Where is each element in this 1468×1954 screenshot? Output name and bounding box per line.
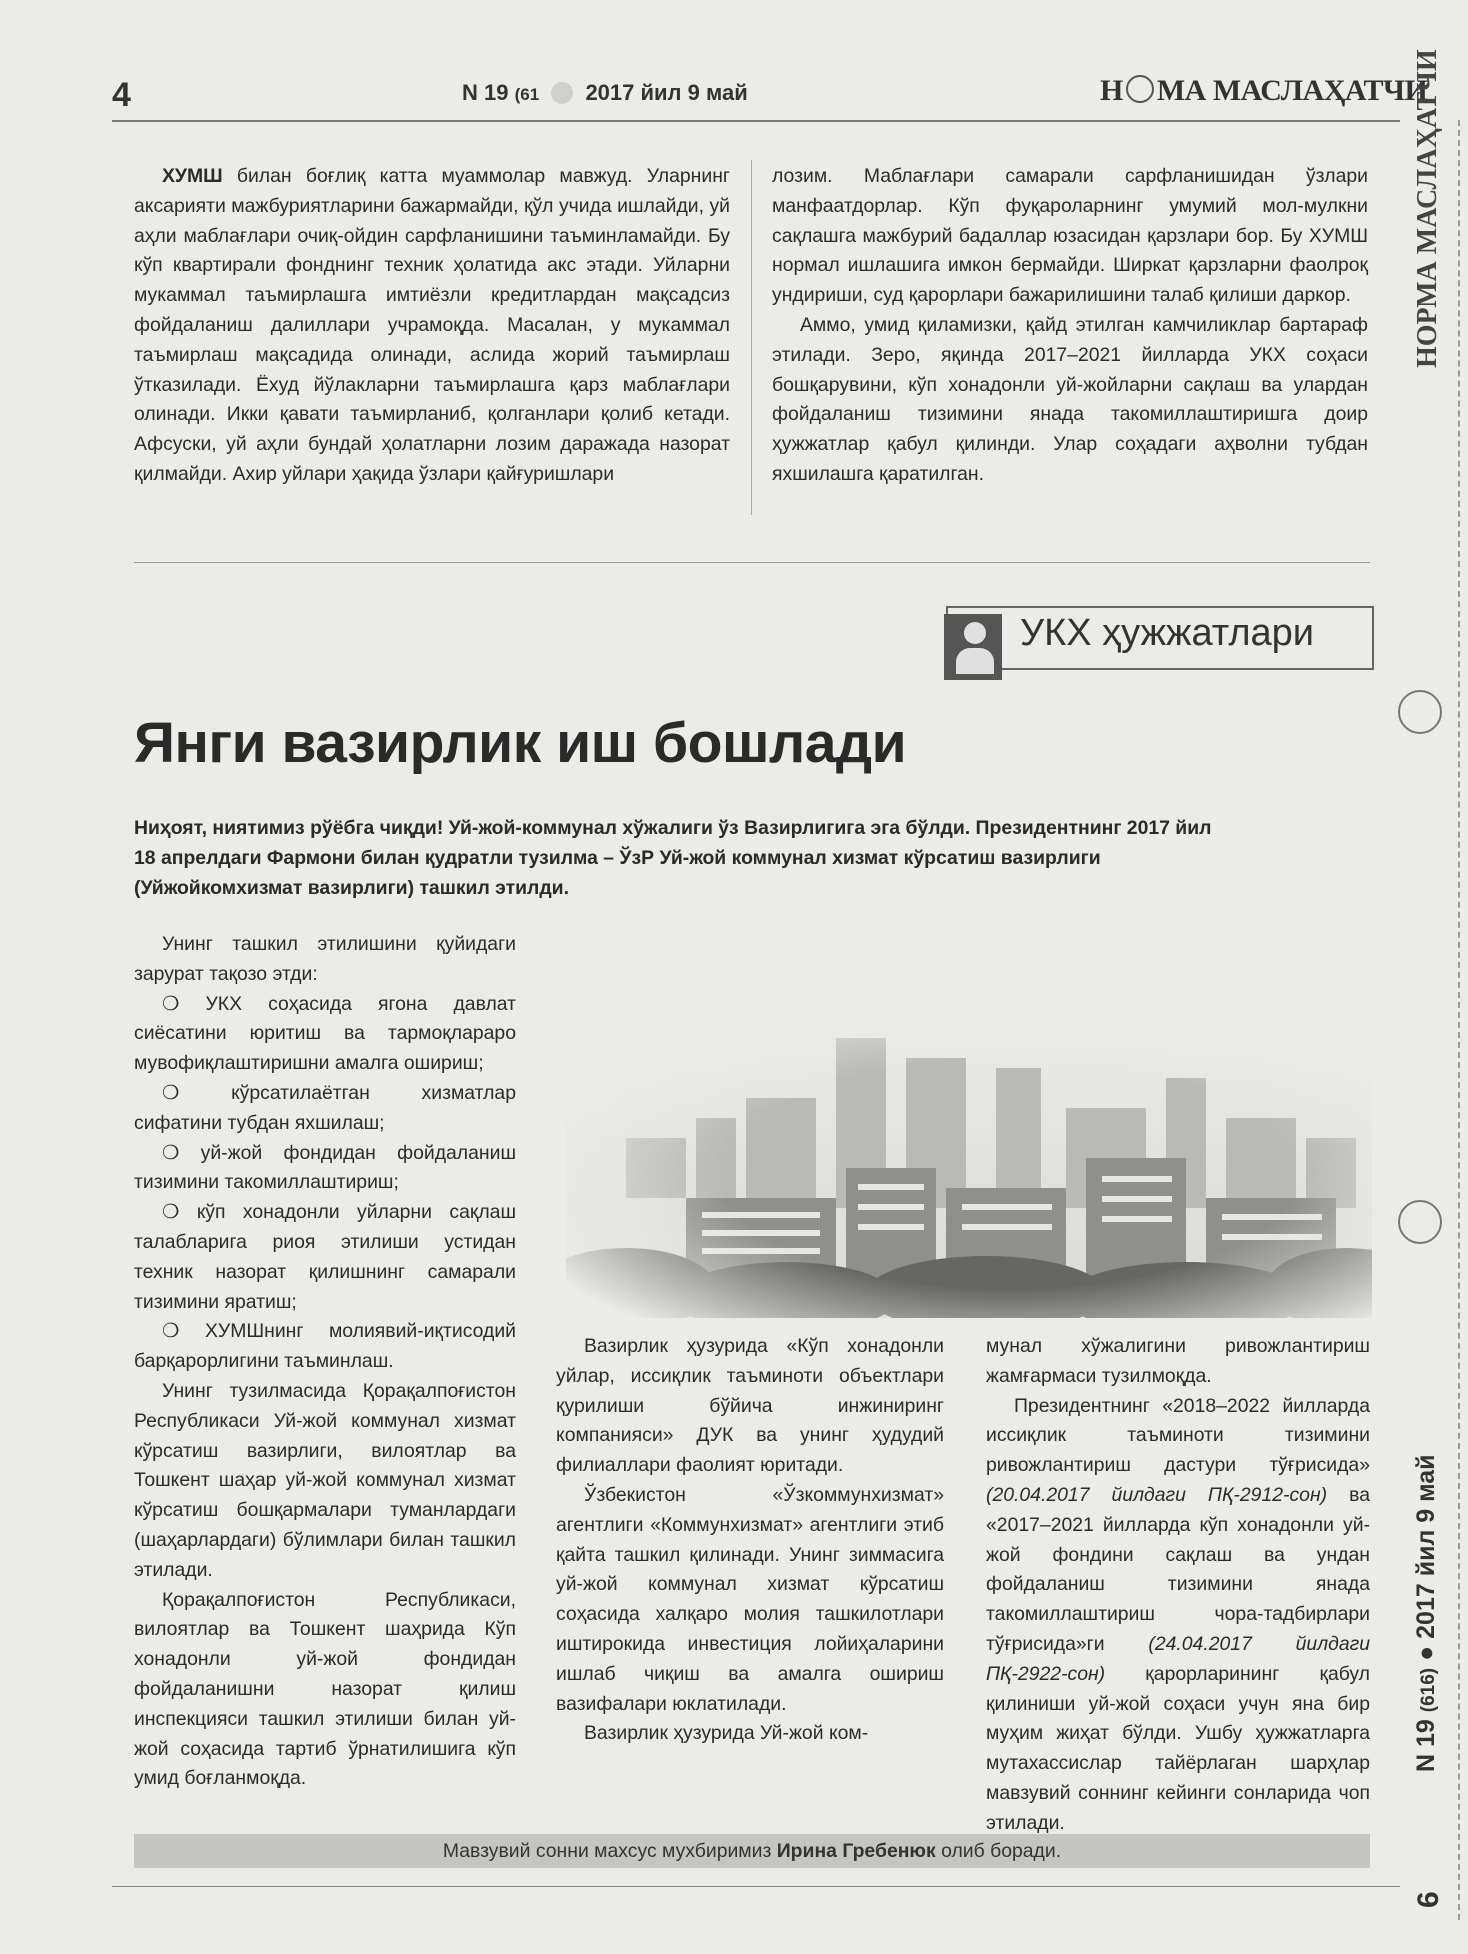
issue-number: N 19 (462, 80, 509, 105)
lead-word: ХУМШ (162, 165, 223, 187)
top-article-left-column (134, 162, 730, 490)
top-article-right-paragraph-1: лозим. Маблағлари самарали сарфланишидан ўзлари манфаатдорлар. Кўп фуқароларнинг умумий мол-мулкни сақлашга мажбурий бадаллар юзасидан қарзлари бор. Бу ХУМШ нормал ишлашига имкон бермайди. Ширкат қарзларни фаолроқ ундириши, суд қарорлари бажарилишини талаб қилиши даркор. (772, 165, 1368, 307)
article-lead: Ниҳоят, ниятимиз рўёбга чиқди! Уй-жой-коммунал хўжалиги ўз Вазирлигига эга бўлди. Президентнинг 2017 йил 18 апрелдаги Фармони билан қудратли тузилма – ЎзР Уй-жой коммунал хизмат кўрсатиш вазирлиги (Уйжойкомхизмат вазирлиги) ташкил этилди. (134, 817, 1212, 899)
list-item-text: уй-жой фондидан фойдаланиш тизимини такомиллаштириш; (134, 1141, 517, 1194)
list-item-text: кўрсатилаётган хизматлар сифатини тубдан яхшилаш; (134, 1081, 516, 1134)
col2-paragraph-3: Вазирлик ҳузурида Уй-жой ком- (584, 1722, 869, 1745)
list-item (134, 1079, 516, 1139)
side-issue-paren: (616) (1418, 1667, 1439, 1713)
city-photo-graphic (566, 998, 1372, 1318)
circle-bullet-icon: ❍ (162, 1320, 180, 1343)
city-photo (566, 998, 1372, 1318)
list-item (134, 1139, 516, 1199)
next-page-number: 6 (1412, 1891, 1445, 1908)
side-issue (1412, 1372, 1441, 1772)
masthead-post: МА МАСЛАҲАТЧИ (1156, 74, 1428, 107)
credit-bar (134, 1834, 1370, 1868)
issue-line (462, 80, 748, 106)
section-separator (134, 562, 1370, 563)
side-bullet: ● (1412, 1645, 1440, 1661)
circle-bullet-icon: ❍ (162, 1141, 180, 1164)
rubric-icon (944, 614, 1002, 680)
article-title: Янги вазирлик иш бошлади (134, 711, 907, 775)
side-issue-date: 2017 йил 9 май (1412, 1454, 1440, 1639)
circle-bullet-icon: ❍ (162, 1201, 180, 1224)
page-frame-bottom (112, 1886, 1400, 1887)
list-item (134, 990, 516, 1079)
article-column-2 (556, 1332, 944, 1749)
punch-hole (1398, 690, 1442, 734)
decree-reference: (20.04.2017 йилдаги ПҚ-2912-сон) (986, 1483, 1328, 1506)
col1-intro: Унинг ташкил этилишини қуйидаги зарурат тақозо этди: (134, 933, 516, 985)
list-item-text: ХУМШнинг молиявий-иқтисодий барқарорлигини таъминлаш. (134, 1320, 517, 1373)
page-number: 4 (112, 76, 131, 114)
header-rule (112, 120, 1400, 122)
punch-hole (1398, 1200, 1442, 1244)
side-issue-number: N 19 (1412, 1719, 1440, 1772)
header-masthead (1100, 74, 1427, 108)
col2-paragraph-2: Ўзбекистон «Ўзкоммунхизмат» агентлиги «Коммунхизмат» агентлиги этиб қайта ташкил қилинади. Унинг зиммасига уй-жой коммунал хизмат кўрсатиш соҳасида халқаро молия ташкилотлари иштирокида инвестиция лойиҳаларини ишлаб чиқиш ва амалга ошириш вазифалари юклатилади. (556, 1483, 944, 1715)
issue-date: 2017 йил 9 май (585, 80, 748, 105)
list-item (134, 1317, 516, 1377)
credit-post: олиб боради. (935, 1840, 1062, 1862)
column-divider (751, 160, 752, 515)
perforation-line (1458, 120, 1460, 1920)
paragraph-text: Президентнинг «2018–2022 йилларда иссиқлик таъминоти тизимини ривожлантириш дастури тўғрисида» (986, 1394, 1370, 1477)
article-column-3 (986, 1332, 1370, 1839)
circle-bullet-icon: ❍ (162, 992, 180, 1015)
top-article-right-paragraph-2: Аммо, умид қиламизки, қайд этилган камчиликлар бартараф этилади. Зеро, яқинда 2017–2021 йилларда УКХ соҳаси бошқарувини, кўп хонадонли уй-жойларни сақлаш ва улардан фойдаланиш тизимини янада такомиллаштиришга доир ҳужжатлар қабул қилинди. Улар соҳадаги аҳволни тубдан яхшилашга қаратилган. (772, 313, 1368, 485)
col3-paragraph-2 (986, 1392, 1370, 1839)
list-item-text: УКХ соҳасида ягона давлат сиёсатини юритиш ва тармоқлараро мувофиқлаштиришни амалга ошириш; (134, 992, 517, 1075)
credit-pre: Мавзувий сонни махсус мухбиримиз (442, 1840, 777, 1862)
paragraph-text: ва «2017–2021 йилларда кўп хонадонли уй-жой фондини сақлаш ва ундан фойдаланиш тизимини янада такомиллаштириш чора-тадбирлари тўғрисида»ги (986, 1483, 1370, 1655)
circle-bullet-icon: ❍ (162, 1081, 180, 1104)
issue-paren: (61 (514, 85, 540, 104)
globe-icon (551, 82, 573, 104)
decree-reference: (24.04.2017 йилдаги ПҚ-2922-сон) (986, 1632, 1370, 1685)
paragraph-text: билан боғлиқ катта муаммолар мавжуд. Уларнинг аксарияти мажбуриятларини бажармайди, қўл учида ишлайди, уй аҳли маблағлари очиқ-ойдин сарфланишини таъминламайди. Бу кўп квартирали фонднинг техник ҳолатида акс этади. Уйларни мукаммал таъмирлашга имтиёзли кредитлардан мақсадсиз фойдаланиш далиллари учрамоқда. Масалан, у мукаммал таъмирлаш мақсадида олинади, аслида жорий таъмирлаш ўтказилади. Ёхуд йўлакларни таъмирлашга қарз маблағлари олинади. Икки қавати таъмирланиб, қолганлари қолиб кетади. Афсуски, уй аҳли бундай ҳолатларни лозим даражада назорат қилмайди. Ахир уйлари ҳақида ўзлари қайғуришлари (134, 165, 730, 485)
col1-paragraph-2: Унинг тузилмасида Қорақалпоғистон Республикаси Уй-жой коммунал хизмат кўрсатиш вазирлиги, вилоятлар ва Тошкент шаҳар уй-жой коммунал хизмат кўрсатиш бошқармалари туманлардаги (шаҳарлардаги) бўлимлари билан ташкил этилади. (134, 1379, 516, 1581)
paragraph-text: қарорларининг қабул қилиниши уй-жой соҳаси учун яна бир муҳим жиҳат бўлди. Ушбу ҳужжатларга мутахассислар тайёрлаган шарҳлар мавзувий соннинг кейинги сонларида чоп этилади. (986, 1662, 1370, 1834)
list-item-text: кўп хонадонли уйларни сақлаш талабларига риоя этилиши устидан техник назорат қилишнинг самарали тизимини яратиш; (134, 1201, 516, 1313)
top-article-left-paragraph (134, 162, 730, 490)
credit-name: Ирина Гребенюк (776, 1840, 936, 1862)
top-article-right-column (772, 162, 1368, 490)
rubric-label: УКХ ҳужжатлари (1020, 612, 1314, 654)
col2-paragraph-1: Вазирлик ҳузурида «Кўп хонадонли уйлар, иссиқлик таъминоти объектлари қурилиши бўйича инжиниринг компанияси» ДУК ва унинг ҳудудий филиаллари фаолият юритади. (556, 1335, 944, 1477)
article-column-1 (134, 930, 516, 1794)
side-masthead: НОРМА МАСЛАҲАТЧИ (1412, 49, 1443, 368)
col3-paragraph-1: мунал хўжалигини ривожлантириш жамғармаси тузилмоқда. (986, 1335, 1370, 1387)
masthead-pre: Н (1100, 74, 1123, 107)
globe-icon (1126, 75, 1154, 103)
list-item (134, 1198, 516, 1317)
col1-paragraph-3: Қорақалпоғистон Республикаси, вилоятлар ва Тошкент шаҳрида Кўп хонадонли уй-жой фондидан фойдаланишни назорат қилиш инспекцияси ташкил этилиши билан уй-жой соҳасида тартиб ўрнатилишига кўп умид боғланмоқда. (134, 1588, 516, 1790)
